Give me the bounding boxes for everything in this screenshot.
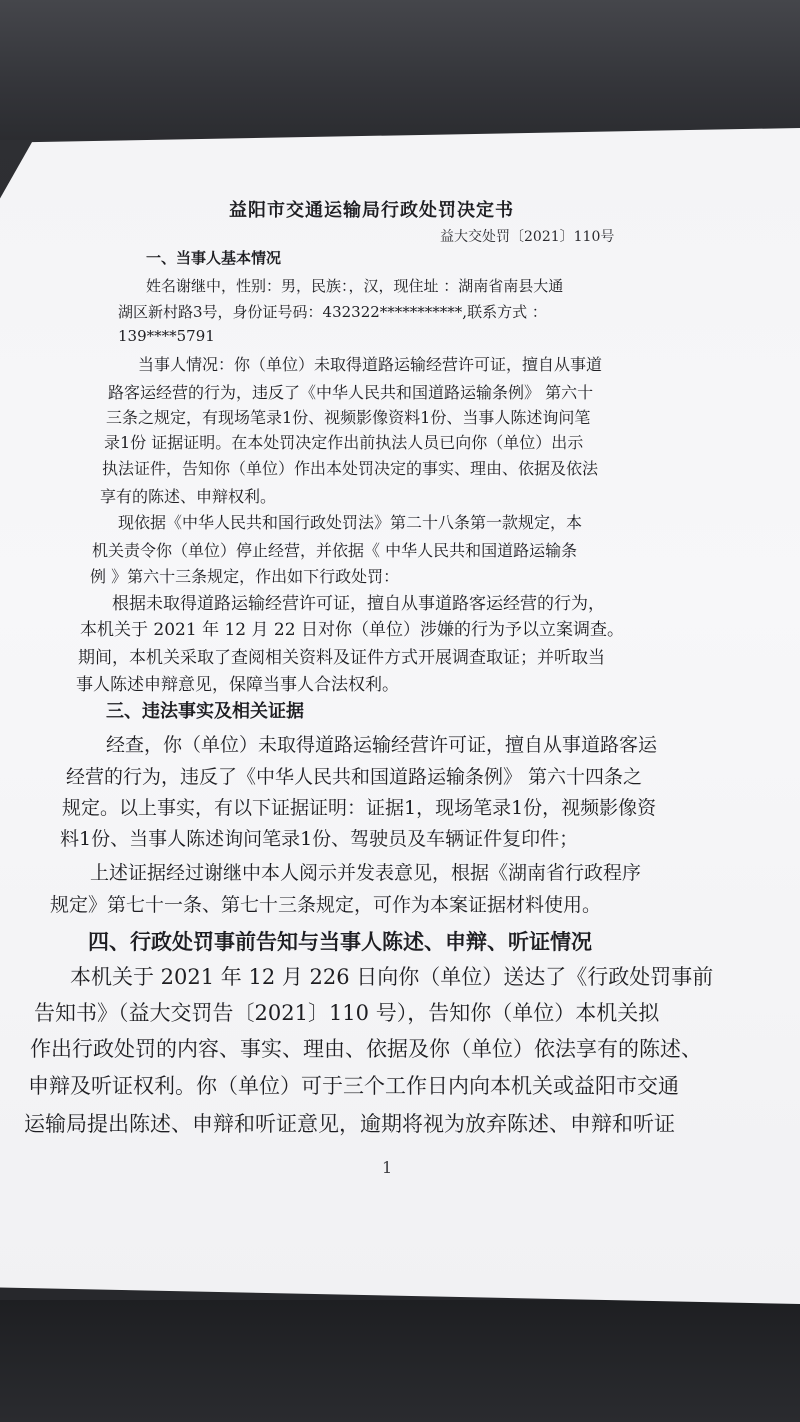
notice-line: 本机关于 2021 年 12 月 226 日向你（单位）送达了《行政处罚事前 xyxy=(70,965,714,989)
background-top xyxy=(0,0,800,140)
document-number: 益大交处罚〔2021〕110号 xyxy=(440,229,615,245)
situation-line: 录1份 证据证明。在本处罚决定作出前执法人员已向你（单位）出示 xyxy=(104,433,584,452)
section-heading-4: 四、行政处罚事前告知与当事人陈述、申辩、听证情况 xyxy=(88,929,592,954)
section-heading-1: 一、当事人基本情况 xyxy=(146,249,282,267)
document-title: 益阳市交通运输局行政处罚决定书 xyxy=(229,200,514,221)
notice-line: 作出行政处罚的内容、事实、理由、依据及你（单位）依法享有的陈述、 xyxy=(30,1037,702,1061)
basis-line: 例 》第六十三条规定，作出如下行政处罚： xyxy=(90,567,400,586)
situation-line: 执法证件，告知你（单位）作出本处罚决定的事实、理由、依据及依法 xyxy=(102,459,599,478)
notice-line: 申辩及听证权利。你（单位）可于三个工作日内向本机关或益阳市交通 xyxy=(28,1074,679,1098)
facts-line: 规定》第七十一条、第七十三条规定，可作为本案证据材料使用。 xyxy=(50,894,602,916)
facts-line: 规定。以上事实，有以下证据证明：证据1，现场笔录1份，视频影像资 xyxy=(62,797,657,819)
background-bottom xyxy=(0,1300,800,1422)
investigation-line: 期间，本机关采取了查阅相关资料及证件方式开展调查取证；并听取当 xyxy=(78,648,605,668)
page-number: 1 xyxy=(382,1158,393,1177)
facts-line: 经营的行为，违反了《中华人民共和国道路运输条例》 第六十四条之 xyxy=(66,766,643,788)
section-heading-3: 三、违法事实及相关证据 xyxy=(106,701,304,722)
investigation-line: 根据未取得道路运输经营许可证，擅自从事道路客运经营的行为， xyxy=(112,594,605,614)
notice-line: 告知书》（益大交罚告〔2021〕110 号），告知你（单位）本机关拟 xyxy=(34,1001,660,1025)
party-info-line: 139****5791 xyxy=(118,327,215,345)
situation-line: 三条之规定，有现场笔录1份、视频影像资料1份、当事人陈述询问笔 xyxy=(106,408,591,427)
basis-line: 现依据《中华人民共和国行政处罚法》第二十八条第一款规定，本 xyxy=(118,513,583,532)
notice-line: 运输局提出陈述、申辩和听证意见，逾期将视为放弃陈述、申辩和听证 xyxy=(24,1112,675,1136)
situation-line: 享有的陈述、申辩权利。 xyxy=(100,487,277,506)
facts-line: 上述证据经过谢继中本人阅示并发表意见，根据《湖南省行政程序 xyxy=(90,862,642,884)
facts-line: 经查，你（单位）未取得道路运输经营许可证，擅自从事道路客运 xyxy=(106,734,658,756)
facts-line: 料1份、当事人陈述询问笔录1份、驾驶员及车辆证件复印件； xyxy=(60,828,579,850)
basis-line: 机关责令你（单位）停止经营，并依据《 中华人民共和国道路运输条 xyxy=(92,541,578,560)
party-info-line: 湖区新村路3号，身份证号码：432322***********,联系方式 ： xyxy=(118,303,547,321)
investigation-line: 本机关于 2021 年 12 月 22 日对你（单位）涉嫌的行为予以立案调查。 xyxy=(80,620,624,640)
situation-line: 当事人情况：你（单位）未取得道路运输经营许可证，擅自从事道 xyxy=(138,355,603,374)
investigation-line: 事人陈述申辩意见，保障当事人合法权利。 xyxy=(76,675,399,695)
party-info-line: 姓名谢继中，性别：男，民族：，汉，现住址 ：湖南省南县大通 xyxy=(146,277,564,295)
situation-line: 路客运经营的行为，违反了《中华人民共和国道路运输条例》 第六十 xyxy=(108,383,594,402)
